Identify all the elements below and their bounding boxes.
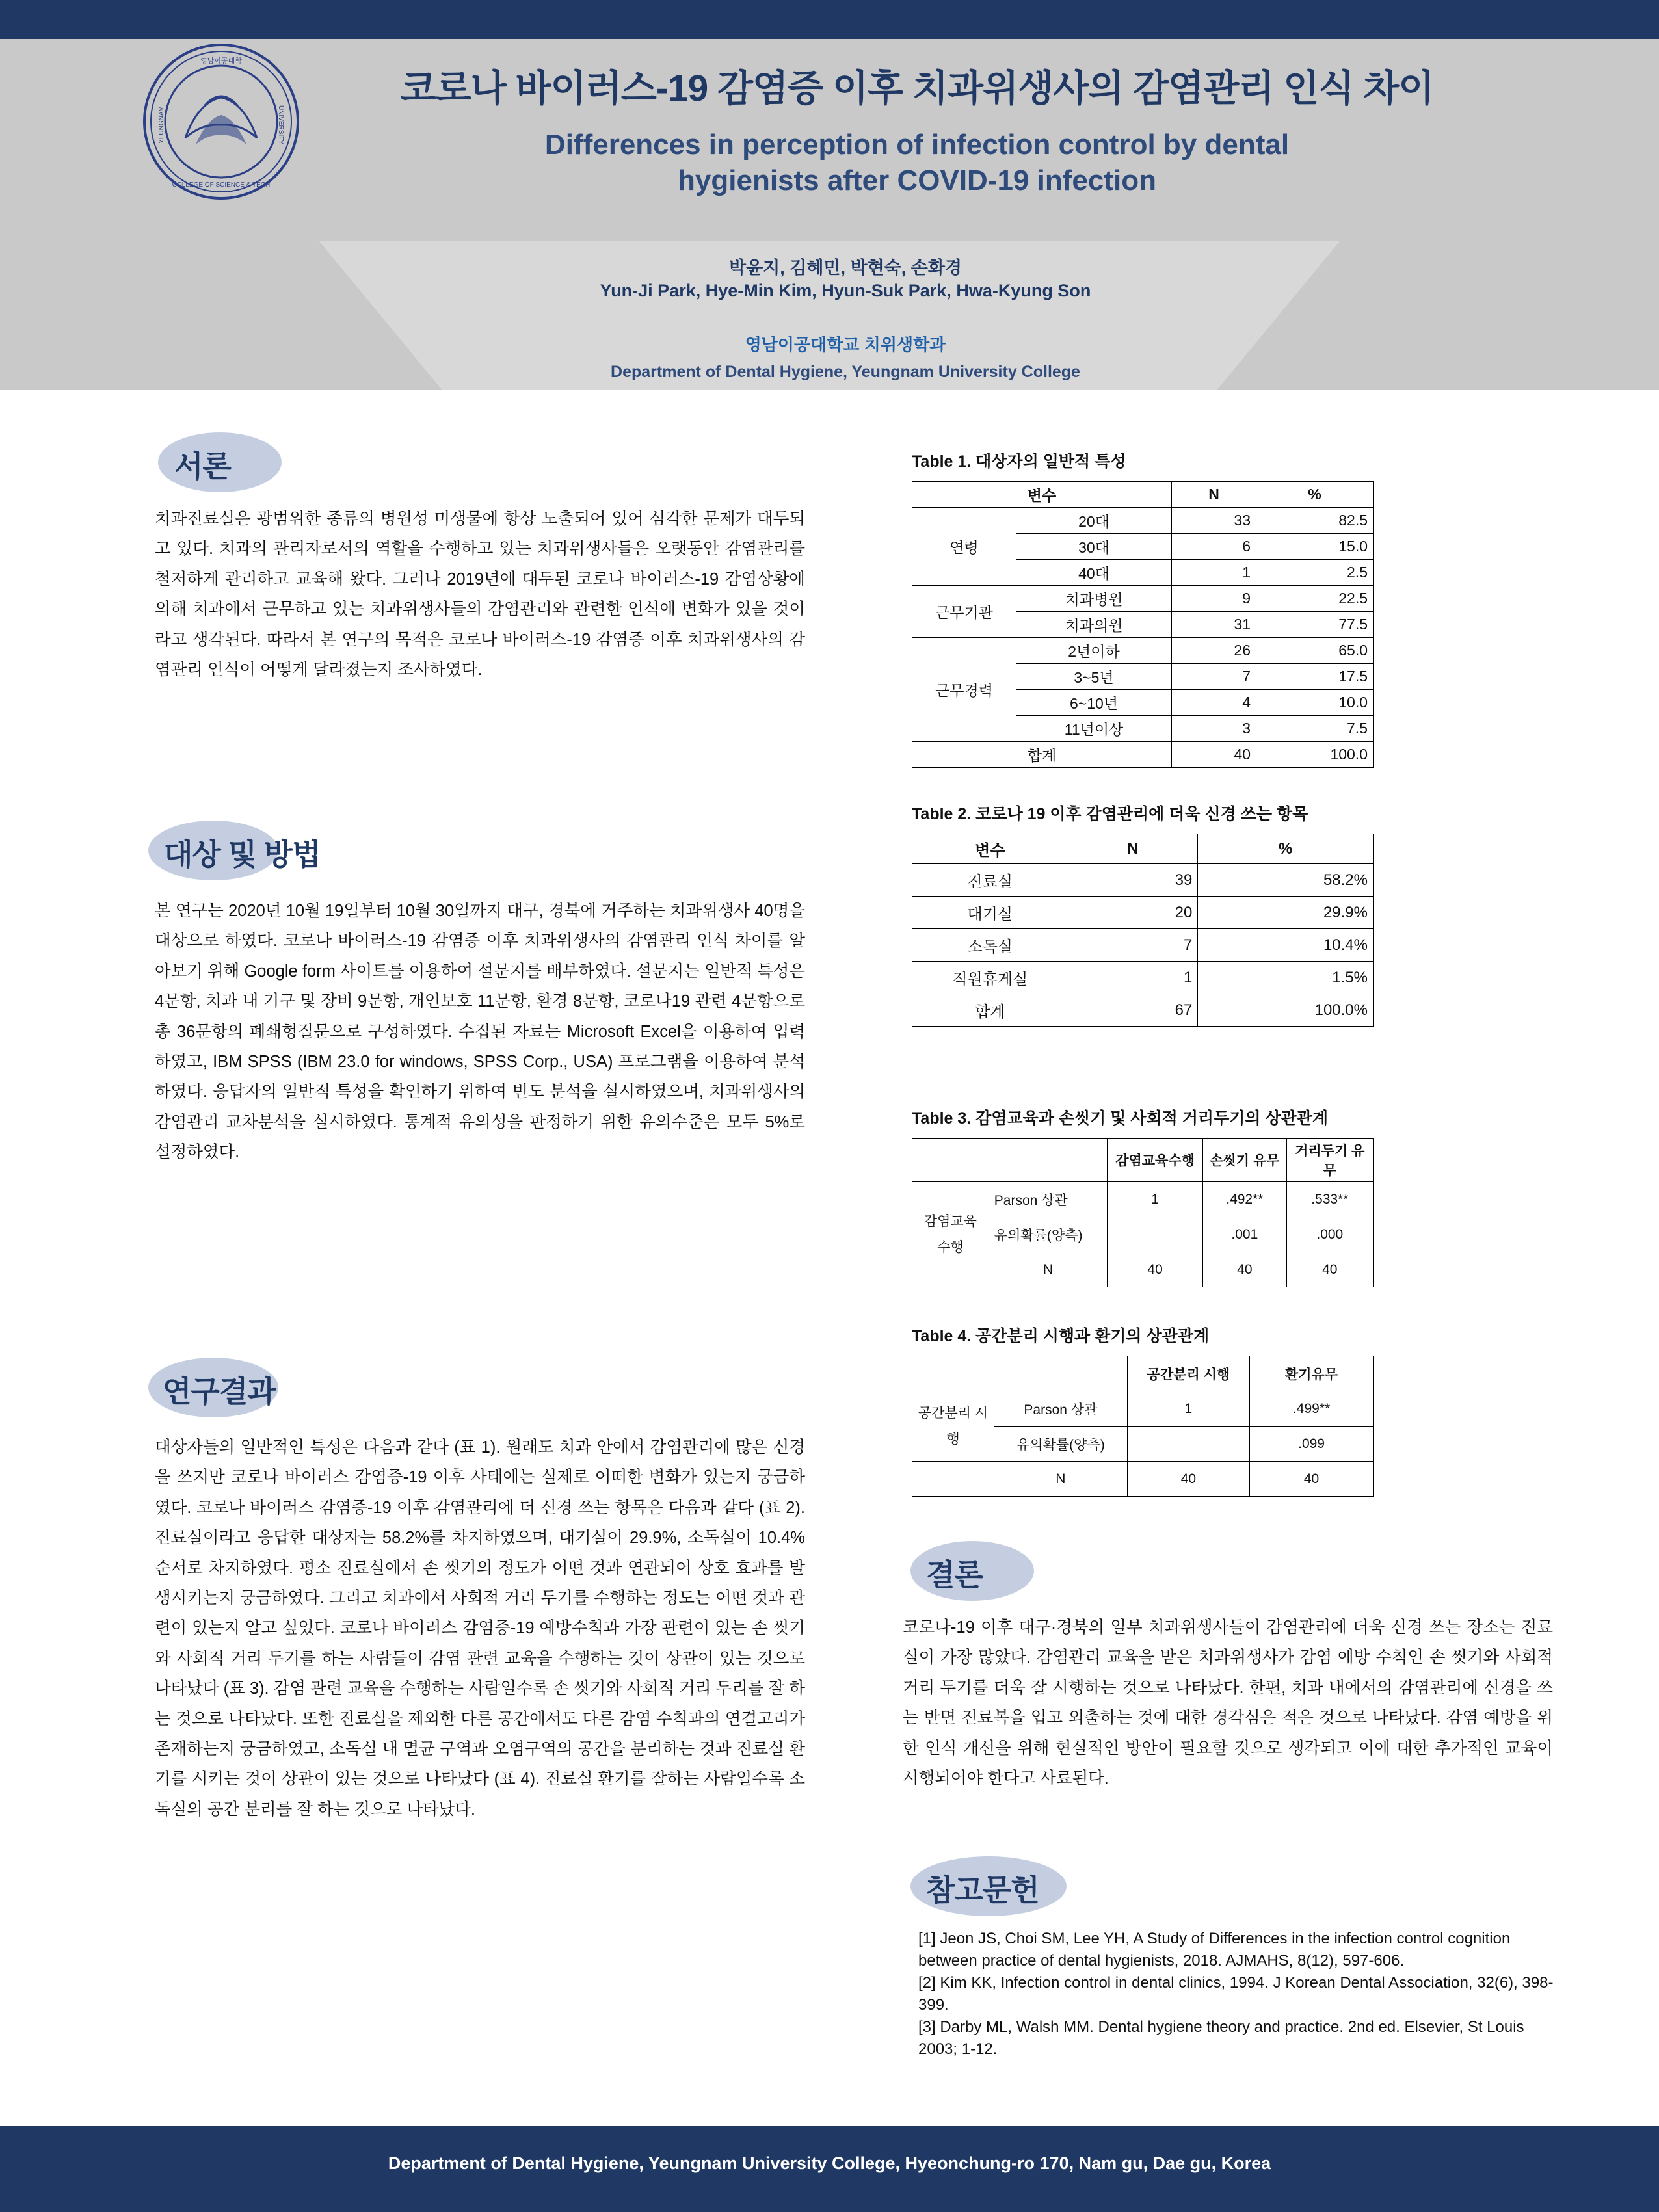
table4-cell — [1127, 1427, 1249, 1462]
table3-cell: 1 — [1108, 1182, 1203, 1217]
svg-text:UNIVERSITY: UNIVERSITY — [277, 105, 284, 145]
table1-total-pct: 100.0 — [1256, 742, 1374, 768]
table1-group-institution: 근무기관 — [912, 586, 1016, 638]
table1-cell: 33 — [1172, 508, 1256, 534]
table3-col-education: 감염교육수행 — [1108, 1139, 1203, 1182]
table1-cell: 22.5 — [1256, 586, 1374, 612]
table2-col-variable: 변수 — [912, 834, 1068, 864]
table1-col-pct: % — [1256, 482, 1374, 508]
intro-paragraph: 치과진료실은 광범위한 종류의 병원성 미생물에 항상 노출되어 있어 심각한 문제가 대두되고 있다. 치과의 관리자로서의 역할을 수행하고 있는 치과위생사들은 오랫동안 감염관리를 철저하게 관리하고 교육해 왔다. 그러나 2019년에 대두된 코로나 바이러스-19 감염상황에 의해 치과에서 근무하고 있는 치과위생사들의 감염관리와 관련한 인식에 변화가 있을 것이라고 생각된다. 따라서 본 연구의 목적은 코로나 바이러스-19 감염증 이후 치과위생사의 감염관리 인식이 어떻게 달라졌는지 조사하였다. — [155, 510, 805, 679]
table1-total-n: 40 — [1172, 742, 1256, 768]
conclusion-heading: 결론 — [926, 1558, 983, 1592]
table4-row-group: 공간분리 시행 — [912, 1391, 994, 1462]
table4-cell: Parson 상관 — [994, 1391, 1128, 1427]
table-row — [912, 1462, 1374, 1497]
table1-cell: 11년이상 — [1016, 716, 1172, 742]
table3-header-row — [912, 1139, 1374, 1182]
methods-paragraph: 본 연구는 2020년 10월 19일부터 10월 30일까지 대구, 경북에 거주하는 치과위생사 40명을 대상으로 하였다. 코로나 바이러스-19 감염증 이후 치과위생사의 감염관리 인식 차이를 알아보기 위해 Google form 사이트를 이용하여 설문지를 배부하였다. 설문지는 일반적 특성은 4문항, 치과 내 기구 및 장비 9문항, 개인보호 11문항, 환경 8문항, 코로나19 관련 4문항으로 총 36문항의 폐쇄형질문으로 구성하였다. 수집된 자료는 Microsoft Excel을 이용하여 입력하였고, IBM SPSS (IBM 23.0 for windows, SPSS Corp., USA) 프로그램을 이용하여 분석하였다. 응답자의 일반적 특성을 확인하기 위하여 빈도 분석을 실시하였으며, 치과위생사의 감염관리 교차분석을 실시하였다. 통계적 유의성을 판정하기 위한 유의수준은 모두 5%로 설정하였다. — [155, 902, 805, 1162]
table3-col-distancing: 거리두기 유무 — [1286, 1139, 1373, 1182]
table2-total-pct: 100.0% — [1198, 994, 1374, 1027]
table2-cell: 29.9% — [1198, 897, 1374, 929]
table1 — [912, 481, 1374, 768]
table1-cell: 치과의원 — [1016, 612, 1172, 638]
table-row — [912, 929, 1374, 962]
table1-cell: 20대 — [1016, 508, 1172, 534]
table1-cell: 10.0 — [1256, 690, 1374, 716]
svg-text:YEUNGNAM: YEUNGNAM — [158, 106, 165, 144]
table2-header-row — [912, 834, 1374, 864]
table4-cell: N — [994, 1462, 1128, 1497]
table3-cell: .492** — [1203, 1182, 1287, 1217]
table2-total-n: 67 — [1068, 994, 1198, 1027]
table4-cell: 유의확률(양측) — [994, 1427, 1128, 1462]
table2-cell: 7 — [1068, 929, 1198, 962]
table4-cell: 1 — [1127, 1391, 1249, 1427]
table-row — [912, 897, 1374, 929]
table1-cell: 26 — [1172, 638, 1256, 664]
table3-cell: .000 — [1286, 1217, 1373, 1252]
table1-cell: 30대 — [1016, 534, 1172, 560]
table1-caption: Table 1. 대상자의 일반적 특성 — [912, 453, 1126, 471]
table1-cell: 40대 — [1016, 560, 1172, 586]
table-row — [912, 962, 1374, 994]
header-top-bar — [0, 0, 1659, 39]
table1-cell: 65.0 — [1256, 638, 1374, 664]
table1-cell: 9 — [1172, 586, 1256, 612]
results-heading: 연구결과 — [163, 1375, 276, 1408]
table3-cell: 40 — [1286, 1252, 1373, 1287]
table1-cell: 2.5 — [1256, 560, 1374, 586]
table-row — [912, 508, 1374, 534]
affiliation-korean: 영남이공대학교 치위생학과 — [745, 335, 946, 354]
reference-item: [1] Jeon JS, Choi SM, Lee YH, A Study of Differences in the infection control cognition between practice of dental hygienists, 2018. AJMAHS, 8(12), 597-606. — [918, 1930, 1511, 1970]
table2-total-row — [912, 994, 1374, 1027]
table3-cell: 40 — [1108, 1252, 1203, 1287]
table4-cell: 40 — [1127, 1462, 1249, 1497]
table3-cell: 유의확률(양측) — [989, 1217, 1107, 1252]
table2-cell: 대기실 — [912, 897, 1068, 929]
table1-header-row — [912, 482, 1374, 508]
table4-cell: .499** — [1250, 1391, 1374, 1427]
references-heading: 참고문헌 — [926, 1873, 1039, 1907]
table-row — [912, 1391, 1374, 1427]
table1-group-age: 연령 — [912, 508, 1016, 586]
table1-group-experience: 근무경력 — [912, 638, 1016, 742]
authors-korean: 박윤지, 김혜민, 박현숙, 손화경 — [729, 258, 962, 278]
authors-english: Yun-Ji Park, Hye-Min Kim, Hyun-Suk Park, Hwa-Kyung Son — [600, 281, 1091, 300]
poster-title-english — [364, 127, 1470, 198]
table4 — [912, 1356, 1374, 1497]
table1-total-row — [912, 742, 1374, 768]
table2-cell: 39 — [1068, 864, 1198, 897]
table3-cell — [1108, 1217, 1203, 1252]
table1-cell: 3~5년 — [1016, 664, 1172, 690]
table1-cell: 6 — [1172, 534, 1256, 560]
table4-header-row — [912, 1356, 1374, 1391]
table2-cell: 소독실 — [912, 929, 1068, 962]
footer-address: Department of Dental Hygiene, Yeungnam University College, Hyeonchung-ro 170, Nam gu, Dae gu, Korea — [388, 2153, 1271, 2173]
poster-title-english-line1: Differences in perception of infection control by dental — [544, 129, 1290, 161]
reference-item: [3] Darby ML, Walsh MM. Dental hygiene theory and practice. 2nd ed. Elsevier, St Louis 2003; 1-12. — [918, 2018, 1524, 2059]
conclusion-paragraph: 코로나-19 이후 대구·경북의 일부 치과위생사들이 감염관리에 더욱 신경 쓰는 장소는 진료실이 가장 많았다. 감염관리 교육을 받은 치과위생사가 감염 예방 수칙인 손 씻기와 사회적 거리 두기를 더욱 잘 시행하는 것으로 나타났다. 한편, 치과 내에서의 감염관리에 신경을 쓰는 반면 진료복을 입고 외출하는 것에 대한 경각심은 적은 것으로 나타났다. 감염 예방을 위한 인식 개선을 위해 현실적인 방안이 필요할 것으로 생각되고 이에 대한 추가적인 교육이 시행되어야 한다고 사료된다. — [903, 1618, 1553, 1788]
table1-cell: 6~10년 — [1016, 690, 1172, 716]
table3-caption: Table 3. 감염교육과 손씻기 및 사회적 거리두기의 상관관계 — [912, 1109, 1329, 1127]
table4-caption: Table 4. 공간분리 시행과 환기의 상관관계 — [912, 1327, 1210, 1345]
table1-cell: 15.0 — [1256, 534, 1374, 560]
table3-cell: .533** — [1286, 1182, 1373, 1217]
methods-heading: 대상 및 방법 — [164, 837, 321, 871]
table2 — [912, 834, 1374, 1027]
table1-cell: 2년이하 — [1016, 638, 1172, 664]
table2-col-pct: % — [1198, 834, 1374, 864]
intro-heading: 서론 — [174, 449, 231, 483]
table3-col-handwashing: 손씻기 유무 — [1203, 1139, 1287, 1182]
references-list — [918, 1928, 1562, 2061]
table3-empty-corner-2 — [989, 1139, 1107, 1182]
table2-cell: 58.2% — [1198, 864, 1374, 897]
table1-col-variable: 변수 — [912, 482, 1172, 508]
table-row — [912, 1182, 1374, 1217]
table1-cell: 1 — [1172, 560, 1256, 586]
university-logo — [140, 40, 302, 203]
table4-empty-corner-1 — [912, 1356, 994, 1391]
table1-cell: 82.5 — [1256, 508, 1374, 534]
table1-col-n: N — [1172, 482, 1256, 508]
table1-cell: 7 — [1172, 664, 1256, 690]
table2-caption: Table 2. 코로나 19 이후 감염관리에 더욱 신경 쓰는 항목 — [912, 805, 1308, 823]
table-row — [912, 864, 1374, 897]
svg-text:COLLEGE OF SCIENCE & TECH: COLLEGE OF SCIENCE & TECH — [172, 181, 271, 189]
table1-cell: 4 — [1172, 690, 1256, 716]
reference-item: [2] Kim KK, Infection control in dental clinics, 1994. J Korean Dental Association, 32(6), 398-399. — [918, 1974, 1554, 2014]
table3-cell: .001 — [1203, 1217, 1287, 1252]
table2-col-n: N — [1068, 834, 1198, 864]
table2-cell: 1.5% — [1198, 962, 1374, 994]
table2-cell: 진료실 — [912, 864, 1068, 897]
table3-empty-corner-1 — [912, 1139, 989, 1182]
table1-cell: 7.5 — [1256, 716, 1374, 742]
table3-row-group: 감염교육 수행 — [912, 1182, 989, 1287]
table1-cell: 77.5 — [1256, 612, 1374, 638]
affiliation-english: Department of Dental Hygiene, Yeungnam University College — [611, 363, 1080, 381]
table1-cell: 17.5 — [1256, 664, 1374, 690]
table2-cell: 직원휴게실 — [912, 962, 1068, 994]
table3-cell: Parson 상관 — [989, 1182, 1107, 1217]
table1-cell: 31 — [1172, 612, 1256, 638]
table4-empty-cell — [912, 1462, 994, 1497]
table4-cell: .099 — [1250, 1427, 1374, 1462]
table1-cell: 치과병원 — [1016, 586, 1172, 612]
table4-empty-corner-2 — [994, 1356, 1128, 1391]
table3-cell: 40 — [1203, 1252, 1287, 1287]
poster-title-korean: 코로나 바이러스-19 감염증 이후 치과위생사의 감염관리 인식 차이 — [400, 68, 1434, 109]
table1-total-label: 합계 — [912, 742, 1172, 768]
table1-cell: 3 — [1172, 716, 1256, 742]
table2-cell: 10.4% — [1198, 929, 1374, 962]
results-paragraph: 대상자들의 일반적인 특성은 다음과 같다 (표 1). 원래도 치과 안에서 감염관리에 많은 신경을 쓰지만 코로나 바이러스 감염증-19 이후 사태에는 실제로 어떠한 변화가 있는지 궁금하였다. 코로나 바이러스 감염증-19 이후 감염관리에 더 신경 쓰는 항목은 다음과 같다 (표 2). 진료실이라고 응답한 대상자는 58.2%를 차지하였으며, 대기실이 29.9%, 소독실이 10.4% 순서로 차지하였다. 평소 진료실에서 손 씻기의 정도가 어떤 것과 연관되어 상호 효과를 발생시키는지 궁금하였다. 그리고 치과에서 사회적 거리 두기를 수행하는 정도는 어떤 것과 관련이 있는지 알고 싶었다. 코로나 바이러스 감염증-19 예방수칙과 가장 관련이 있는 손 씻기와 사회적 거리 두기를 하는 사람들이 감염 관련 교육을 수행하는 것이 상관이 있는 것으로 나타났다 (표 3). 감염 관련 교육을 수행하는 사람일수록 손 씻기와 사회적 거리 두리를 잘 하는 것으로 나타났다. 또한 진료실을 제외한 다른 공간에서도 다른 감염 수칙과의 연결고리가 존재하는지 궁금하였고, 소독실 내 멸균 구역과 오염구역의 공간을 분리하는 것과 진료실 환기를 시키는 것이 상관이 있는 것으로 나타났다 (표 4). 진료실 환기를 잘하는 사람일수록 소독실의 공간 분리를 잘 하는 것으로 나타났다. — [155, 1438, 805, 1819]
table4-col-ventilation: 환기유무 — [1250, 1356, 1374, 1391]
table-row — [912, 586, 1374, 612]
table4-col-separation: 공간분리 시행 — [1127, 1356, 1249, 1391]
table2-cell: 1 — [1068, 962, 1198, 994]
table-row — [912, 638, 1374, 664]
poster-title-english-line2: hygienists after COVID-19 infection — [678, 165, 1156, 196]
table4-cell: 40 — [1250, 1462, 1374, 1497]
table2-cell: 20 — [1068, 897, 1198, 929]
table3 — [912, 1138, 1374, 1287]
svg-text:영남이공대학: 영남이공대학 — [200, 57, 242, 65]
table3-cell: N — [989, 1252, 1107, 1287]
table2-total-label: 합계 — [912, 994, 1068, 1027]
